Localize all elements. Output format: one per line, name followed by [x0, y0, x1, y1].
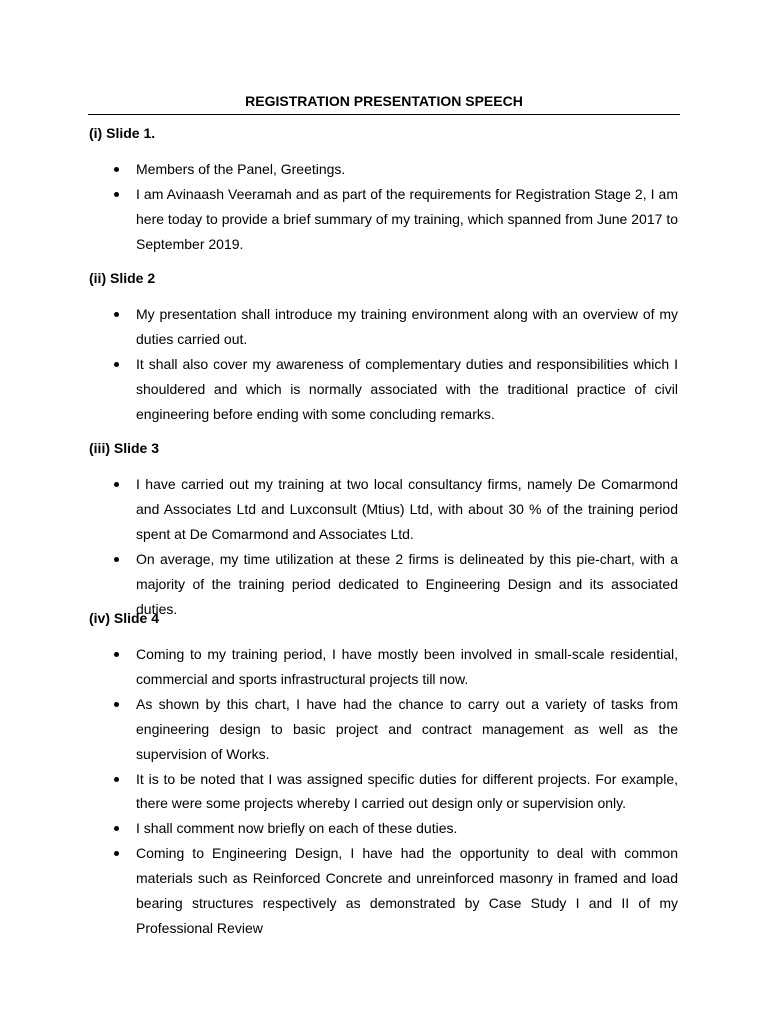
bullet-icon	[114, 482, 119, 487]
bullet-icon	[114, 652, 119, 657]
section-heading-slide-1: (i) Slide 1.	[89, 125, 156, 141]
bullet-list-slide-1	[136, 157, 678, 257]
bullet-text: Coming to Engineering Design, I have had the opportunity to deal with common materials such as Reinforced Concrete and unreinforced masonry in framed and load bearing structures respectively as demonstrated by Case Study I and II of my Professional Review	[136, 845, 678, 936]
bullet-text: It is to be noted that I was assigned specific duties for different projects. For example, there were some projects whereby I carried out design only or supervision only.	[136, 770, 678, 812]
bullet-text: As shown by this chart, I have had the chance to carry out a variety of tasks from engineering design to basic project and contract management as well as the supervision of Works.	[136, 695, 678, 762]
bullet-icon	[114, 167, 119, 172]
bullet-icon	[114, 851, 119, 856]
bullet-list-slide-2	[136, 302, 678, 427]
bullet-text: On average, my time utilization at these 2 firms is delineated by this pie-chart, with a majority of the training period dedicated to Engineering Design and its associated duties.	[136, 550, 678, 617]
bullet-text: It shall also cover my awareness of complementary duties and responsibilities which I shouldered and which is normally associated with the traditional practice of civil engineering before ending with some concluding remarks.	[136, 355, 678, 422]
section-heading-slide-3: (iii) Slide 3	[89, 440, 160, 456]
document-title: REGISTRATION PRESENTATION SPEECH	[245, 93, 523, 109]
section-heading-slide-4: (iv) Slide 4	[89, 610, 160, 626]
bullet-list-slide-4	[136, 642, 678, 941]
section-heading-slide-2: (ii) Slide 2	[89, 270, 156, 286]
list-item	[136, 547, 678, 622]
list-item	[136, 642, 678, 692]
bullet-list-slide-3	[136, 472, 678, 621]
bullet-icon	[114, 777, 119, 782]
list-item	[136, 302, 678, 352]
list-item	[136, 841, 678, 941]
bullet-text: Members of the Panel, Greetings.	[136, 161, 346, 177]
list-item	[136, 157, 678, 182]
list-item	[136, 692, 678, 767]
list-item	[136, 816, 678, 841]
title-underline	[88, 114, 680, 115]
bullet-text: My presentation shall introduce my training environment along with an overview of my duties carried out.	[136, 306, 678, 347]
bullet-icon	[114, 192, 119, 197]
bullet-icon	[114, 312, 119, 317]
bullet-icon	[114, 557, 119, 562]
bullet-icon	[114, 362, 119, 367]
list-item	[136, 182, 678, 257]
bullet-text: I have carried out my training at two local consultancy firms, namely De Comarmond and Associates Ltd and Luxconsult (Mtius) Ltd, with about 30 % of the training period spent at De Comarmond and Associates Ltd.	[136, 476, 678, 542]
list-item	[136, 767, 678, 817]
list-item	[136, 472, 678, 547]
bullet-text: I shall comment now briefly on each of these duties.	[136, 820, 458, 837]
list-item	[136, 352, 678, 427]
bullet-text: I am Avinaash Veeramah and as part of the requirements for Registration Stage 2, I am here today to provide a brief summary of my training, which spanned from June 2017 to September 2019.	[136, 185, 678, 252]
bullet-icon	[114, 826, 119, 831]
bullet-icon	[114, 702, 119, 707]
bullet-text: Coming to my training period, I have mostly been involved in small-scale residential, commercial and sports infrastructural projects till now.	[136, 646, 678, 687]
